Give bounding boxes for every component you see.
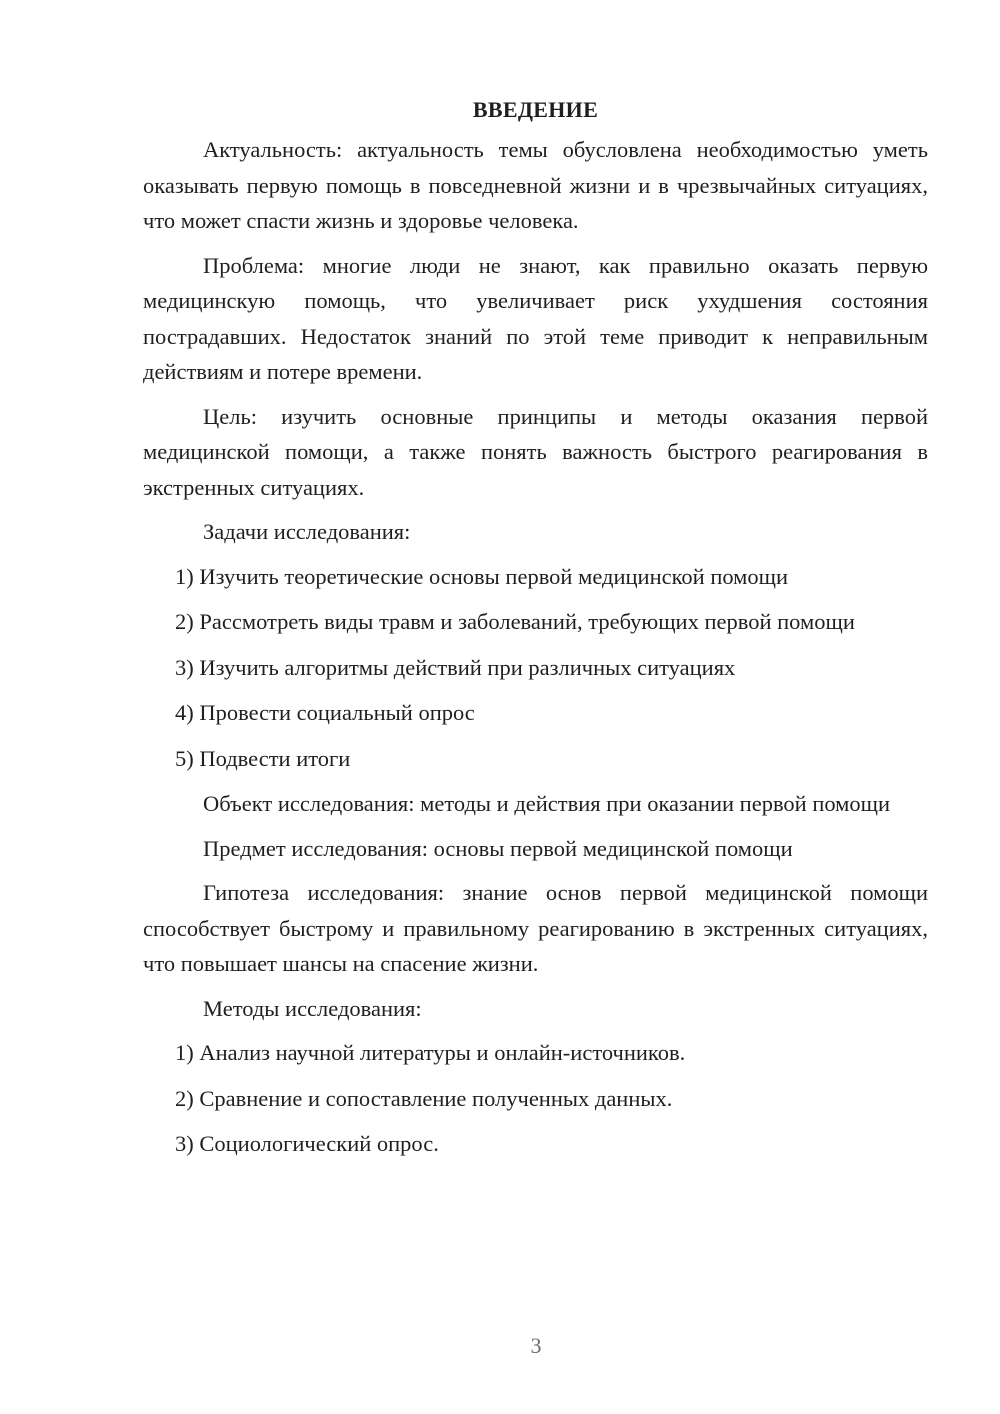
methods-list — [143, 1035, 928, 1162]
tasks-heading: Задачи исследования: — [203, 519, 411, 544]
list-item: 1) Анализ научной литературы и онлайн-источников. — [175, 1040, 686, 1065]
object-paragraph: Объект исследования: методы и действия при оказании первой помощи — [203, 791, 891, 816]
tasks-list — [143, 559, 928, 777]
subject-paragraph: Предмет исследования: основы первой медицинской помощи — [203, 835, 793, 861]
problem-paragraph: Проблема: многие люди не знают, как правильно оказать первую медицинскую помощь, что увеличивает риск ухудшения состояния пострадавших. Недостаток знаний по этой теме приводит к неправильным действиям и потере времени. — [143, 252, 928, 384]
list-item: 2) Сравнение и сопоставление полученных данных. — [175, 1085, 673, 1111]
page-title: ВВЕДЕНИЕ — [472, 97, 599, 122]
list-item: 1) Изучить теоретические основы первой медицинской помощи — [175, 563, 789, 589]
document-page — [143, 92, 928, 1172]
relevance-paragraph: Актуальность: актуальность темы обусловлена необходимостью уметь оказывать первую помощь в повседневной жизни и в чрезвычайных ситуациях, что может спасти жизнь и здоровье человека. — [143, 137, 928, 233]
list-item: 3) Социологический опрос. — [175, 1131, 439, 1156]
list-item: 3) Изучить алгоритмы действий при различных ситуациях — [175, 654, 736, 680]
page-number: 3 — [530, 1333, 542, 1358]
hypothesis-paragraph: Гипотеза исследования: знание основ первой медицинской помощи способствует быстрому и правильному реагированию в экстренных ситуациях, что повышает шансы на спасение жизни. — [143, 880, 928, 976]
list-item: 4) Провести социальный опрос — [175, 700, 475, 725]
list-item: 5) Подвести итоги — [175, 745, 351, 771]
goal-paragraph: Цель: изучить основные принципы и методы оказания первой медицинской помощи, а также понять важность быстрого реагирования в экстренных ситуациях. — [143, 403, 928, 500]
list-item: 2) Рассмотреть виды травм и заболеваний, требующих первой помощи — [175, 609, 855, 634]
methods-heading: Методы исследования: — [203, 995, 422, 1021]
